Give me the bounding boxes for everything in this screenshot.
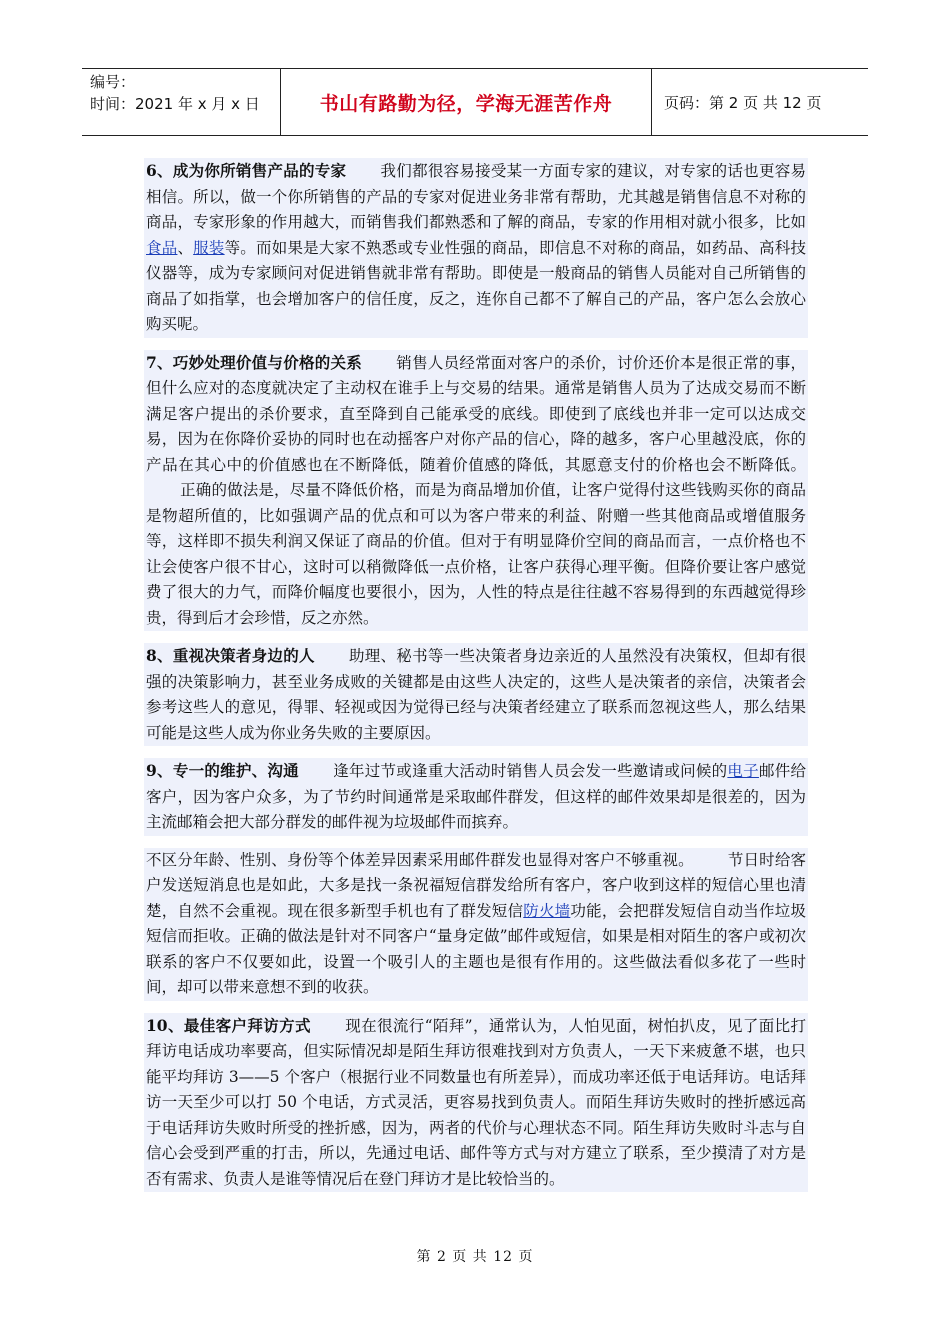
header-page-number: 页码：第 2 页 共 12 页 (664, 93, 822, 112)
section-text: 我们都很容易接受某一方面专家的建议，对专家的话也更容易相信。所以，做一个你所销售的产品的专家对促进业务非常有帮助，尤其越是销售信息不对称的商品，专家形象的作用越大，而销售我们都熟悉和了解的商品，专家的作用相对就小很多，比如 (146, 162, 806, 231)
document-number-label: 编号： (90, 73, 136, 91)
section-text: 不区分年龄、性别、身份等个体差异因素采用邮件群发也显得对客户不够重视。 (146, 850, 694, 869)
header-meta-cell (82, 69, 281, 135)
section-text: 邮件给客户，因为客户众多，为了节约时间通常是采取邮件群发，但这样的邮件效果却是很差的，因为主流邮箱会把大部分群发的邮件视为垃圾邮件而摈弃。 (146, 762, 806, 831)
section-9-continued (144, 848, 808, 1001)
section-text: 现在很流行“陌拜”，通常认为，人怕见面，树怕扒皮，见了面比打拜访电话成功率要高，但实际情况却是陌生拜访很难找到对方负责人，一天下来疲惫不堪，也只能平均拜访 3——5 个客户（根据行业不同数量也有所差异），而成功率还低于电话拜访。电话拜访一天至少可以打 50 个电话，方式灵活，更容易找到负责人。而陌生拜访失败时的挫折感远高于电话拜访失败时所受的挫折感，因为，两者的代价与心理状态不同。陌生拜访失败时斗志与自信心会受到严重的打击，所以，先通过电话、邮件等方式与对方建立了联系，至少摸清了对方是否有需求、负责人是谁等情况后在登门拜访才是比较恰当的。 (146, 1016, 806, 1188)
section-text: 功能，会把群发短信自动当作垃圾短信而拒收。正确的做法是针对不同客户“量身定做”邮件或短信，如果是相对陌生的客户或初次联系的客户不仅要如此，设置一个吸引人的主题也是很有作用的。这些做法看似多花了一些时间，却可以带来意想不到的收获。 (146, 901, 806, 996)
section-9 (144, 758, 808, 836)
page-header (82, 68, 868, 136)
link-food[interactable]: 食品 (146, 238, 178, 257)
link-clothing[interactable]: 服装 (193, 238, 225, 257)
document-body (144, 158, 808, 1204)
section-10 (144, 1013, 808, 1193)
header-motto: 书山有路勤为径，学海无涯苦作舟 (281, 69, 652, 135)
section-text: 正确的做法是，尽量不降低价格，而是为商品增加价值，让客户觉得付这些钱购买你的商品是物超所值的，比如强调产品的优点和可以为客户带来的利益、附赠一些其他商品或增值服务等，这样即不损失利润又保证了商品的价值。但对于有明显降价空间的商品而言，一点价格也不让会使客户很不甘心，这时可以稍微降低一点价格，让客户获得心理平衡。但降价要让客户感觉费了很大的力气，而降价幅度也要很小，因为，人性的特点是往往越不容易得到的东西越觉得珍贵，得到后才会珍惜，反之亦然。 (146, 481, 806, 627)
link-firewall[interactable]: 防火墙 (523, 901, 571, 920)
section-7 (144, 350, 808, 632)
section-text: 助理、秘书等一些决策者身边亲近的人虽然没有决策权，但却有很强的决策影响力，甚至业务成败的关键都是由这些人决定的，这些人是决策者的亲信，决策者会参考这些人的意见，得罪、轻视或因为觉得已经与决策者经建立了联系而忽视这些人，那么结果可能是这些人成为你业务失败的主要原因。 (146, 647, 806, 742)
section-text: 等。而如果是大家不熟悉或专业性强的商品，即信息不对称的商品，如药品、高科技仪器等，成为专家顾问对促进销售就非常有帮助。即使是一般商品的销售人员能对自己所销售的商品了如指掌，也会增加客户的信任度，反之，连你自己都不了解自己的产品，客户怎么会放心购买呢。 (146, 238, 806, 333)
section-text: 销售人员经常面对客户的杀价，讨价还价本是很正常的事，但什么应对的态度就决定了主动权在谁手上与交易的结果。通常是销售人员为了达成交易而不断满足客户提出的杀价要求，直至降到自己能承受的底线。即使到了底线也并非一定可以达成交易，因为在你降价妥协的同时也在动摇客户对你产品的信心，降的越多，客户心里越没底，你的产品在其心中的价值感也在不断降低，随着价值感的降低，其愿意支付的价格也会不断降低。 (146, 353, 806, 474)
section-text: 节日时给客户发送短消息也是如此，大多是找一条祝福短信群发给所有客户，客户收到这样的短信心里也清楚，自然不会重视。现在很多新型手机也有了群发短信 (146, 850, 806, 920)
section-heading: 7、巧妙处理价值与价格的关系 (146, 352, 363, 372)
section-8 (144, 643, 808, 746)
document-date-label: 时间：2021 年 x 月 x 日 (90, 95, 260, 113)
section-6: 6、成为你所销售产品的专家 我们都很容易接受某一方面专家的建议，对专家的话也更容易相信。所以，做一个你所销售的产品的专家对促进业务非常有帮助，尤其越是销售信息不对称的商品，专家形象的作用越大，而销售我们都熟悉和了解的商品，专家的作用相对就小很多，比如食品、服装等。而如果是大家不熟悉或专业性强的商品，即信息不对称的商品，如药品、高科技仪器等，成为专家顾问对促进销售就非常有帮助。即使是一般商品的销售人员能对自己所销售的商品了如指掌，也会增加客户的信任度，反之，连你自己都不了解自己的产品，客户怎么会放心购买呢。 (144, 158, 808, 338)
section-heading: 8、重视决策者身边的人 (146, 646, 315, 665)
link-electronic[interactable]: 电子 (727, 762, 759, 780)
page-footer: 第 2 页 共 12 页 (416, 1249, 534, 1265)
section-heading: 9、专一的维护、沟通 (146, 761, 299, 780)
section-heading: 10、最佳客户拜访方式 (146, 1015, 311, 1035)
section-text: 逢年过节或逢重大活动时销售人员会发一些邀请或问候的 (332, 762, 728, 780)
section-heading: 6、成为你所销售产品的专家 (146, 161, 347, 180)
